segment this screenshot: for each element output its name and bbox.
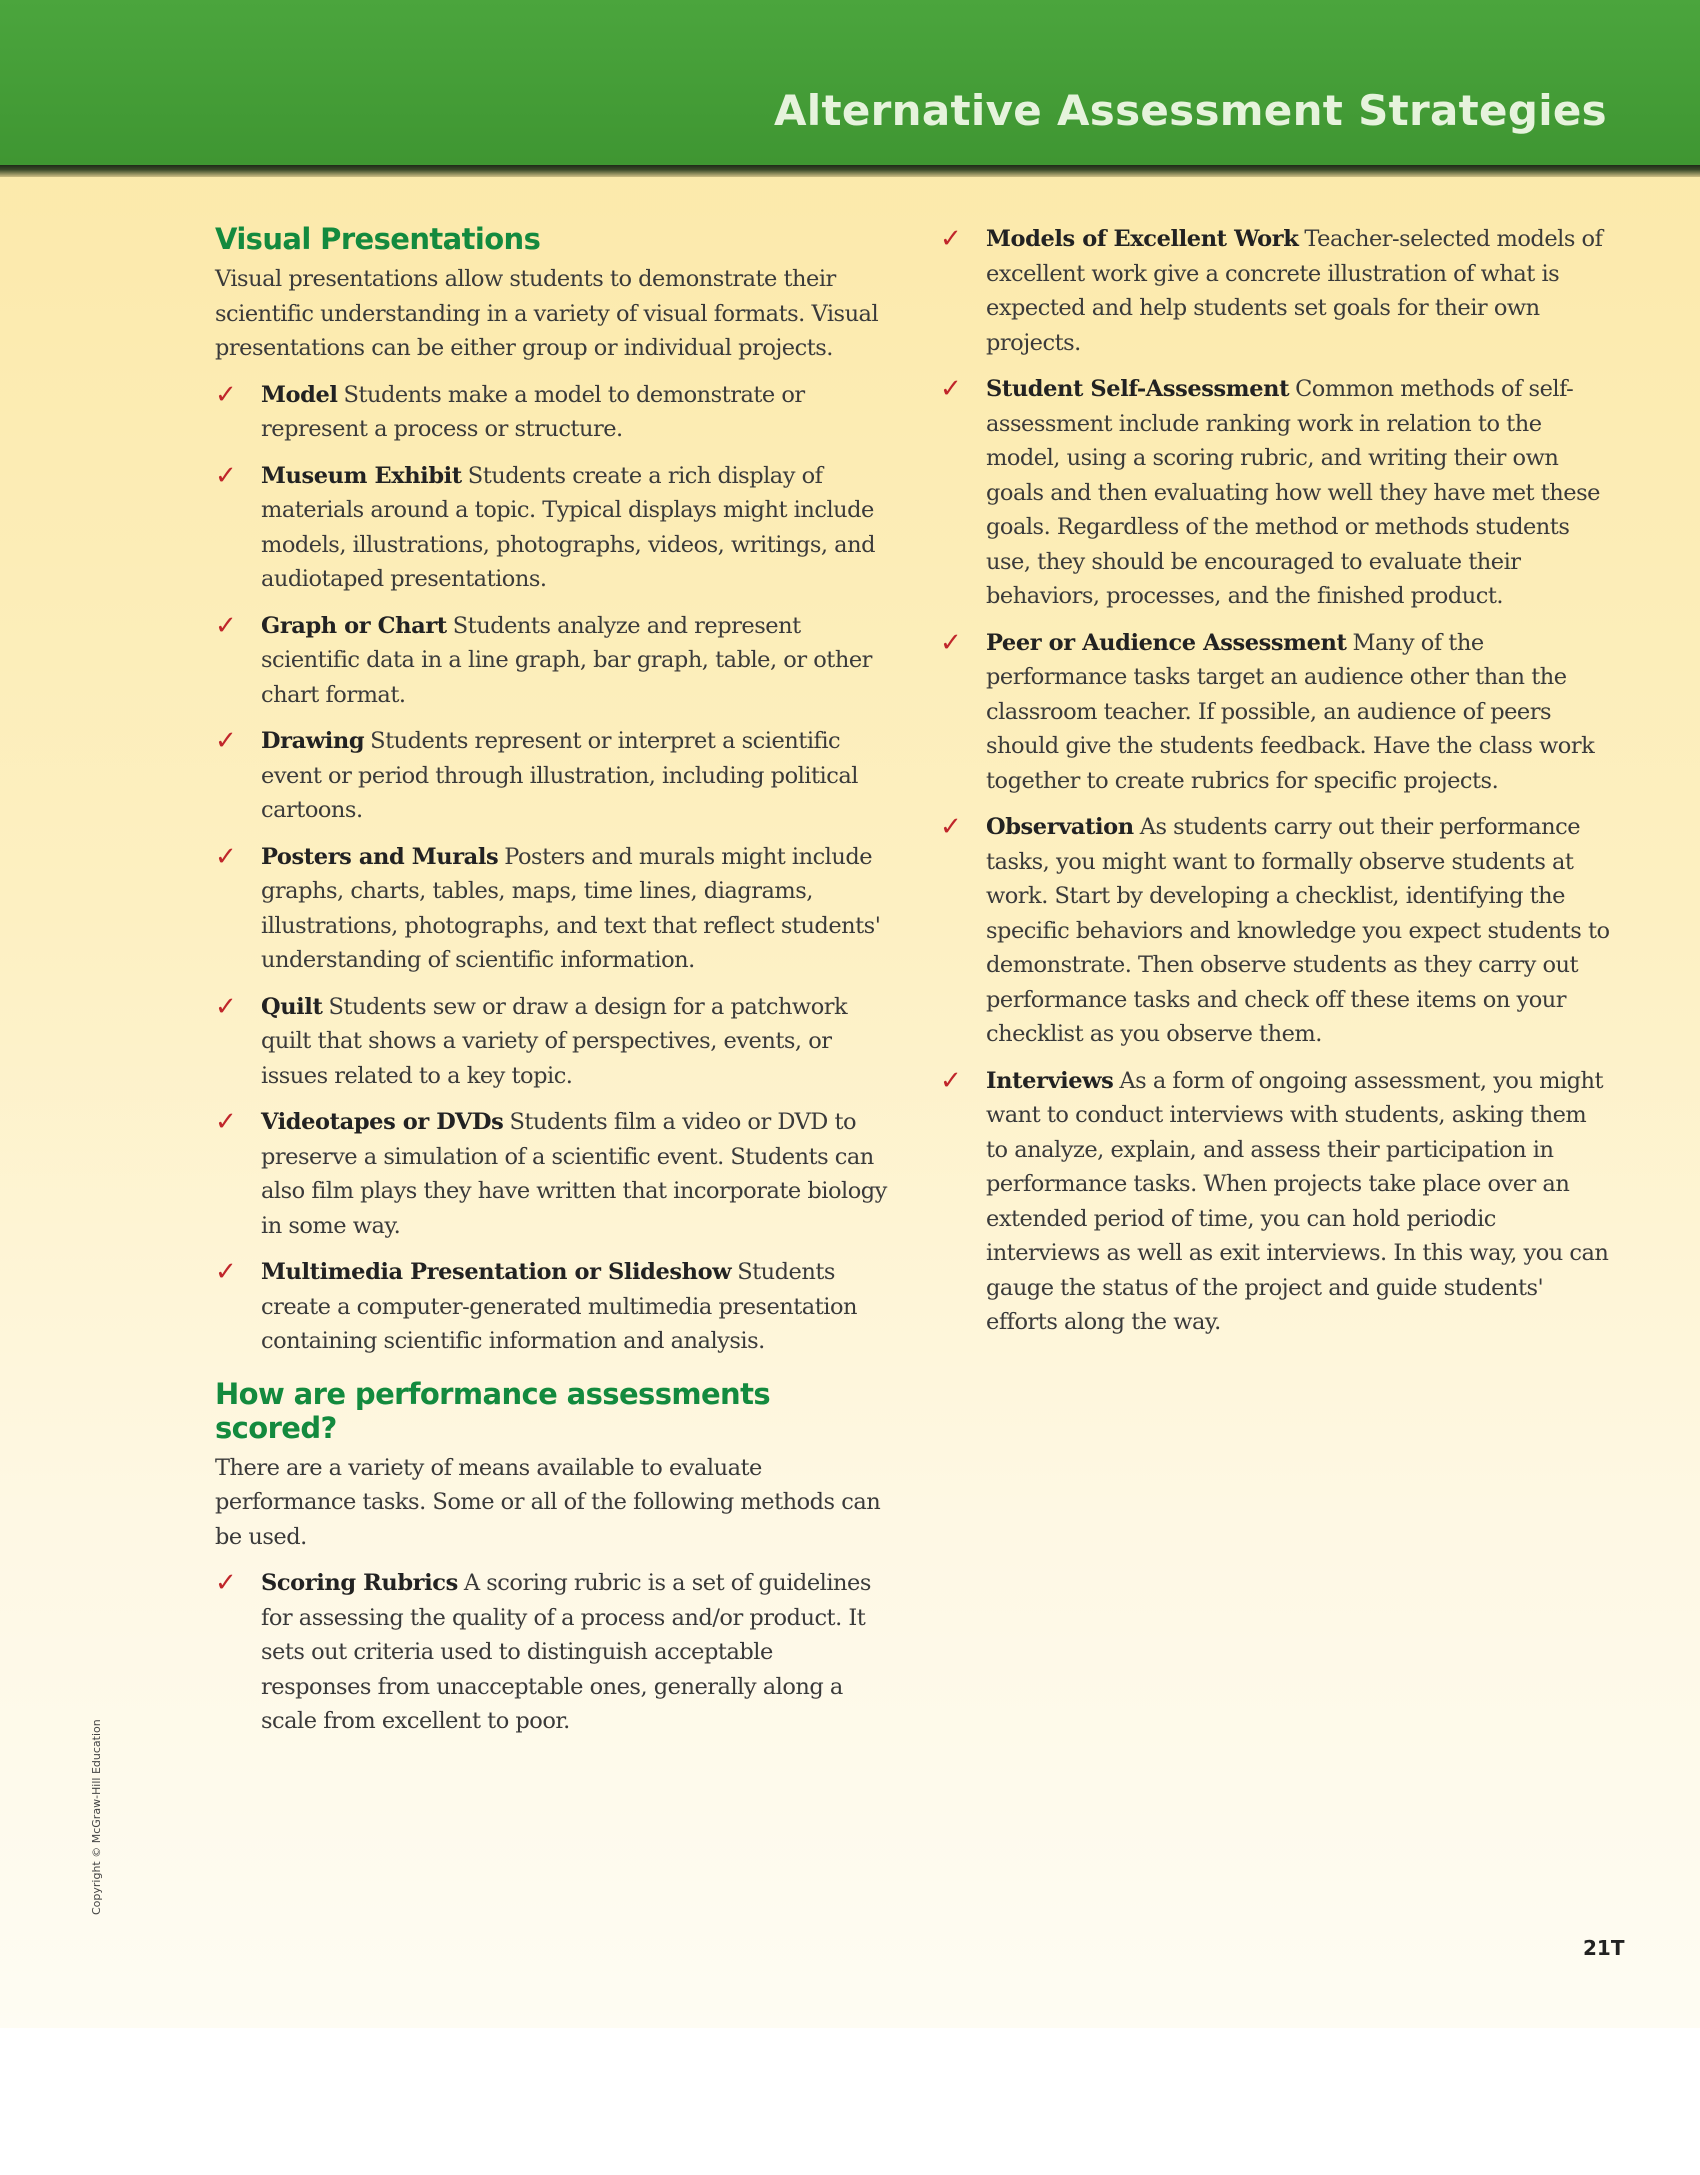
list-item [215, 840, 887, 978]
visual-presentations-list [215, 378, 887, 1359]
item-text: Students make a model to demonstrate or represent a process or structure. [261, 381, 805, 442]
item-term: Videotapes or DVDs [261, 1109, 504, 1135]
left-column [215, 222, 887, 1751]
list-item [215, 459, 887, 597]
item-term: Scoring Rubrics [261, 1570, 458, 1596]
header-banner [0, 0, 1700, 165]
list-item [215, 1105, 887, 1243]
item-term: Model [261, 381, 338, 408]
item-text: Posters and murals might include graphs, charts, tables, maps, time lines, diagrams, illustrations, photographs, and text that reflect students' understanding of scientific information. [261, 843, 881, 973]
scoring-heading: How are performance assessments scored? [215, 1376, 771, 1445]
checkmark-icon: ✓ [215, 379, 237, 410]
item-term: Interviews [986, 1067, 1114, 1094]
item-text: Many of the performance tasks target an audience other than the classroom teacher. If possible, an audience of peers should give the students feedback. Have the class work together to create rubrics for specific projects. [986, 629, 1595, 794]
scoring-list [215, 1566, 887, 1739]
list-item [215, 378, 887, 447]
checkmark-icon: ✓ [940, 627, 962, 658]
checkmark-icon: ✓ [215, 1568, 237, 1598]
page-number: 21T [1583, 1936, 1625, 1960]
checkmark-icon: ✓ [215, 1107, 237, 1137]
list-item [940, 222, 1612, 360]
item-text: Students film a video or DVD to preserve a simulation of a scientific event. Students can also film plays they have written that incorporate biology in some way. [261, 1109, 887, 1239]
list-item [940, 626, 1612, 799]
item-term: Graph or Chart [261, 612, 447, 639]
checkmark-icon: ✓ [215, 841, 237, 872]
checkmark-icon: ✓ [940, 812, 962, 842]
list-item [940, 810, 1612, 1052]
item-text: As students carry out their performance tasks, you might want to formally observe students at work. Start by developing a checklist, identifying the specific behaviors and knowledge you expect students to demonstrate. Then observe students as they carry out performance tasks and check off these items on your checklist as you observe them. [986, 814, 1610, 1047]
scoring-intro: There are a variety of means available to evaluate performance tasks. Some or all of the following methods can be used. [215, 1454, 881, 1550]
item-text: Students sew or draw a design for a patchwork quilt that shows a variety of perspectives, events, or issues related to a key topic. [261, 993, 848, 1089]
item-text: Students create a rich display of materials around a topic. Typical displays might include models, illustrations, photographs, videos, writings, and audiotaped presentations. [261, 462, 875, 592]
copyright-notice: Copyright © McGraw-Hill Education [90, 1719, 103, 1915]
visual-presentations-intro: Visual presentations allow students to demonstrate their scientific understanding in a variety of visual formats. Visual presentations can be either group or individual projects. [215, 266, 879, 361]
list-item [940, 372, 1612, 614]
right-column [940, 222, 1612, 1352]
item-term: Museum Exhibit [261, 462, 462, 489]
checkmark-icon: ✓ [215, 460, 237, 491]
item-term: Peer or Audience Assessment [986, 629, 1347, 656]
item-term: Multimedia Presentation or Slideshow [261, 1259, 732, 1285]
item-term: Drawing [261, 728, 365, 754]
page-title: Alternative Assessment Strategies [773, 86, 1607, 135]
list-item [215, 1566, 887, 1739]
checkmark-icon: ✓ [215, 726, 237, 756]
checkmark-icon: ✓ [940, 374, 962, 404]
checkmark-icon: ✓ [940, 224, 962, 254]
item-text: As a form of ongoing assessment, you might want to conduct interviews with students, asking them to analyze, explain, and assess their participation in performance tasks. When projects take place over an extended period of time, you can hold periodic interviews as well as exit interviews. In this way, you can gauge the status of the project and guide students' efforts along the way. [986, 1067, 1609, 1335]
list-item [215, 1255, 887, 1359]
list-item [215, 724, 887, 828]
assessment-methods-list [940, 222, 1612, 1340]
banner-shadow [0, 165, 1700, 177]
visual-presentations-heading: Visual Presentations [215, 222, 541, 256]
item-text: Students represent or interpret a scientific event or period through illustration, including political cartoons. [261, 728, 858, 823]
item-text: Students create a computer-generated multimedia presentation containing scientific information and analysis. [261, 1259, 857, 1354]
item-text: Common methods of self-assessment include ranking work in relation to the model, using a scoring rubric, and writing their own goals and then evaluating how well they have met these goals. Regardless of the method or methods students use, they should be encouraged to evaluate their behaviors, processes, and the finished product. [986, 376, 1600, 609]
item-term: Observation [986, 814, 1134, 840]
item-text: Teacher-selected models of excellent work give a concrete illustration of what is expected and help students set goals for their own projects. [986, 226, 1603, 356]
checkmark-icon: ✓ [940, 1065, 962, 1096]
checkmark-icon: ✓ [215, 610, 237, 641]
item-text: A scoring rubric is a set of guidelines for assessing the quality of a process and/or product. It sets out criteria used to distinguish acceptable responses from unacceptable ones, generally along a scale from excellent to poor. [261, 1570, 871, 1734]
list-item [940, 1064, 1612, 1340]
item-text: Students analyze and represent scientific data in a line graph, bar graph, table, or other chart format. [261, 612, 872, 708]
list-item [215, 990, 887, 1094]
item-term: Models of Excellent Work [986, 226, 1299, 252]
item-term: Student Self-Assessment [986, 376, 1290, 402]
checkmark-icon: ✓ [215, 1257, 237, 1287]
item-term: Posters and Murals [261, 843, 499, 870]
checkmark-icon: ✓ [215, 991, 237, 1022]
list-item [215, 609, 887, 713]
item-term: Quilt [261, 993, 323, 1020]
